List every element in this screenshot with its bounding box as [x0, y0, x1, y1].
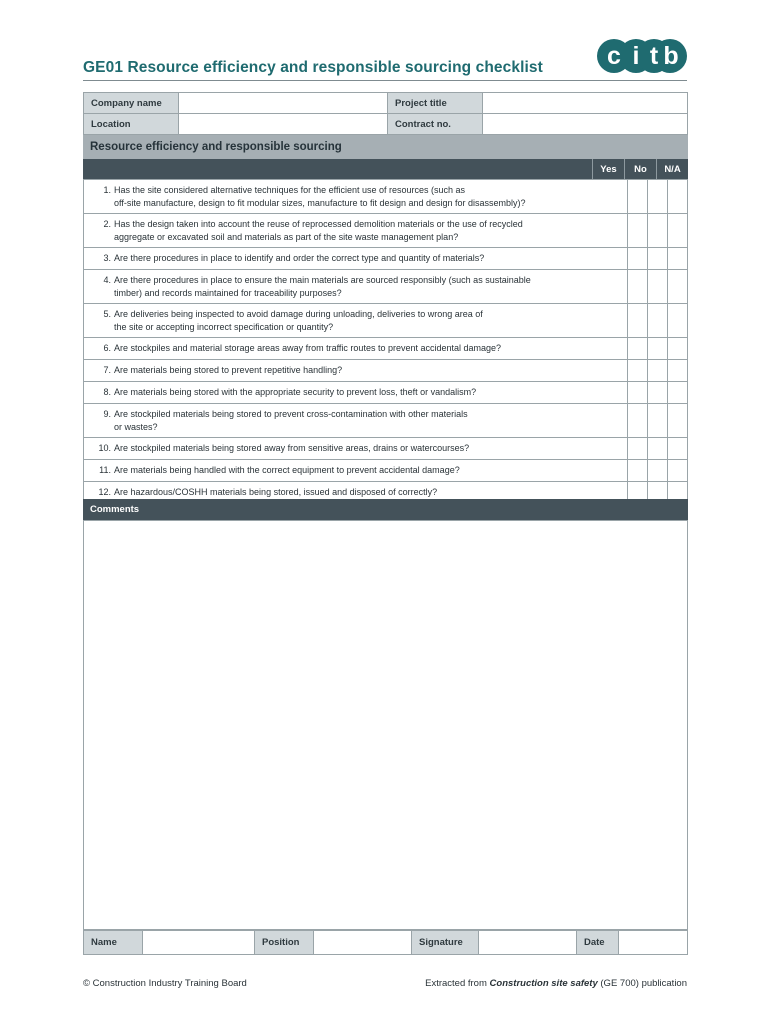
question-line-1: Are materials being stored with the appropriate security to prevent loss, theft or vandalism?	[114, 387, 477, 397]
answer-na-checkbox[interactable]	[668, 438, 688, 460]
answer-no-checkbox[interactable]	[648, 270, 668, 304]
answer-na-checkbox[interactable]	[668, 214, 688, 248]
checklist-row	[84, 304, 688, 338]
question-line-1: Are stockpiled materials being stored away from sensitive areas, drains or watercourses?	[114, 443, 470, 453]
citb-logo	[596, 38, 688, 74]
logo-letter-b: b	[663, 42, 679, 70]
question-line-2: the site or accepting incorrect specification or quantity?	[114, 321, 334, 332]
answer-column-headers	[83, 159, 688, 179]
answer-yes-checkbox[interactable]	[628, 360, 648, 382]
column-header-na: N/A	[656, 159, 688, 179]
question-number: 8.	[103, 387, 111, 397]
date-field[interactable]	[619, 931, 688, 955]
comments-header: Comments	[83, 499, 688, 520]
answer-no-checkbox[interactable]	[648, 338, 668, 360]
question-cell	[84, 248, 628, 270]
answer-no-checkbox[interactable]	[648, 360, 668, 382]
answer-no-checkbox[interactable]	[648, 180, 668, 214]
header-form	[83, 92, 688, 135]
footer-prefix: Extracted from	[425, 978, 490, 989]
checklist-row	[84, 180, 688, 214]
answer-na-checkbox[interactable]	[668, 382, 688, 404]
question-text	[114, 464, 599, 477]
question-number: 1.	[103, 185, 111, 195]
question-line-1: Are stockpiles and material storage areas away from traffic routes to prevent accidental damage?	[114, 343, 502, 353]
question-text	[114, 274, 599, 299]
date-label: Date	[577, 931, 619, 955]
footer-suffix: (GE 700) publication	[597, 978, 687, 989]
answer-na-checkbox[interactable]	[668, 338, 688, 360]
question-text	[114, 252, 599, 265]
question-number: 10.	[98, 443, 111, 453]
question-number: 7.	[103, 365, 111, 375]
answer-no-checkbox[interactable]	[648, 382, 668, 404]
question-cell	[84, 270, 628, 304]
question-cell	[84, 338, 628, 360]
logo-letter-t: t	[649, 42, 659, 70]
question-number: 11.	[99, 465, 111, 475]
position-field[interactable]	[314, 931, 412, 955]
signature-field[interactable]	[479, 931, 577, 955]
question-text	[114, 408, 599, 433]
section-title: Resource efficiency and responsible sourcing	[83, 135, 688, 159]
question-cell	[84, 214, 628, 248]
checklist-row	[84, 270, 688, 304]
column-header-no: No	[624, 159, 656, 179]
question-text	[114, 218, 599, 243]
answer-na-checkbox[interactable]	[668, 460, 688, 482]
answer-na-checkbox[interactable]	[668, 270, 688, 304]
question-line-2: timber) and records maintained for traceability purposes?	[114, 287, 342, 298]
answer-na-checkbox[interactable]	[668, 304, 688, 338]
question-line-1: Are stockpiled materials being stored to prevent cross-contamination with other materials	[114, 409, 468, 419]
question-line-1: Has the design taken into account the reuse of reprocessed demolition materials or the use of recycled	[114, 219, 523, 229]
answer-no-checkbox[interactable]	[648, 248, 668, 270]
project-title-field[interactable]	[483, 93, 688, 114]
footer-publication	[425, 978, 687, 989]
question-number: 9.	[103, 409, 111, 419]
footer-publication-title: Construction site safety	[489, 978, 598, 989]
question-number: 4.	[103, 275, 111, 285]
answer-na-checkbox[interactable]	[668, 248, 688, 270]
question-line-1: Has the site considered alternative techniques for the efficient use of resources (such as	[114, 185, 466, 195]
signature-label: Signature	[412, 931, 479, 955]
question-line-1: Are there procedures in place to ensure the main materials are sourced responsibly (such as sustainable	[114, 275, 531, 285]
question-number: 6.	[103, 343, 111, 353]
question-line-2: or wastes?	[114, 421, 158, 432]
checklist-table	[83, 179, 688, 504]
answer-yes-checkbox[interactable]	[628, 404, 648, 438]
question-cell	[84, 180, 628, 214]
question-text	[114, 386, 599, 399]
question-cell	[84, 382, 628, 404]
question-number: 3.	[103, 253, 111, 263]
name-label: Name	[84, 931, 143, 955]
answer-no-checkbox[interactable]	[648, 304, 668, 338]
question-line-2: aggregate or excavated soil and materials as part of the site waste management plan?	[114, 231, 459, 242]
question-cell	[84, 360, 628, 382]
answer-no-checkbox[interactable]	[648, 214, 668, 248]
question-line-1: Are materials being handled with the correct equipment to prevent accidental damage?	[114, 465, 460, 475]
question-text	[114, 308, 599, 333]
question-line-2: off-site manufacture, design to fit modular sizes, manufacture to fit design and design for disassembly)?	[114, 197, 526, 208]
question-line-1: Are materials being stored to prevent repetitive handling?	[114, 365, 343, 375]
answer-yes-checkbox[interactable]	[628, 338, 648, 360]
question-number: 5.	[103, 309, 111, 319]
checklist-row	[84, 460, 688, 482]
title-divider	[83, 80, 687, 81]
answer-no-checkbox[interactable]	[648, 438, 668, 460]
checklist-row	[84, 382, 688, 404]
checklist-row	[84, 338, 688, 360]
answer-yes-checkbox[interactable]	[628, 270, 648, 304]
question-text	[114, 486, 599, 499]
answer-no-checkbox[interactable]	[648, 404, 668, 438]
question-text	[114, 342, 599, 355]
checklist-section	[83, 135, 688, 504]
location-field[interactable]	[179, 114, 388, 135]
question-number: 2.	[103, 219, 111, 229]
question-text	[114, 364, 599, 377]
question-cell	[84, 438, 628, 460]
column-header-yes: Yes	[592, 159, 624, 179]
question-cell	[84, 304, 628, 338]
comments-field[interactable]	[83, 520, 688, 930]
checklist-row	[84, 438, 688, 460]
answer-yes-checkbox[interactable]	[628, 438, 648, 460]
footer-copyright: © Construction Industry Training Board	[83, 978, 247, 989]
checklist-row	[84, 214, 688, 248]
answer-yes-checkbox[interactable]	[628, 248, 648, 270]
location-label: Location	[84, 114, 179, 135]
logo-letter-i: i	[632, 42, 640, 70]
question-text	[114, 184, 599, 209]
question-line-1: Are hazardous/COSHH materials being stored, issued and disposed of correctly?	[114, 487, 438, 497]
question-line-1: Are deliveries being inspected to avoid damage during unloading, deliveries to wrong area of	[114, 309, 483, 319]
contract-no-field[interactable]	[483, 114, 688, 135]
page-title: GE01 Resource efficiency and responsible sourcing checklist	[83, 59, 543, 76]
answer-na-checkbox[interactable]	[668, 360, 688, 382]
project-title-label: Project title	[388, 93, 483, 114]
contract-no-label: Contract no.	[388, 114, 483, 135]
name-field[interactable]	[143, 931, 255, 955]
question-line-1: Are there procedures in place to identify and order the correct type and quantity of materials?	[114, 253, 485, 263]
question-number: 12.	[98, 487, 111, 497]
answer-yes-checkbox[interactable]	[628, 460, 648, 482]
position-label: Position	[255, 931, 314, 955]
answer-na-checkbox[interactable]	[668, 404, 688, 438]
checklist-row	[84, 248, 688, 270]
answer-yes-checkbox[interactable]	[628, 214, 648, 248]
signoff-row	[83, 930, 688, 955]
company-name-label: Company name	[84, 93, 179, 114]
checklist-row	[84, 360, 688, 382]
logo-letter-c: c	[607, 42, 621, 70]
answer-yes-checkbox[interactable]	[628, 304, 648, 338]
question-text	[114, 442, 599, 455]
answer-na-checkbox[interactable]	[668, 180, 688, 214]
company-name-field[interactable]	[179, 93, 388, 114]
answer-yes-checkbox[interactable]	[628, 180, 648, 214]
answer-yes-checkbox[interactable]	[628, 382, 648, 404]
answer-no-checkbox[interactable]	[648, 460, 668, 482]
question-cell	[84, 460, 628, 482]
question-cell	[84, 404, 628, 438]
checklist-row	[84, 404, 688, 438]
